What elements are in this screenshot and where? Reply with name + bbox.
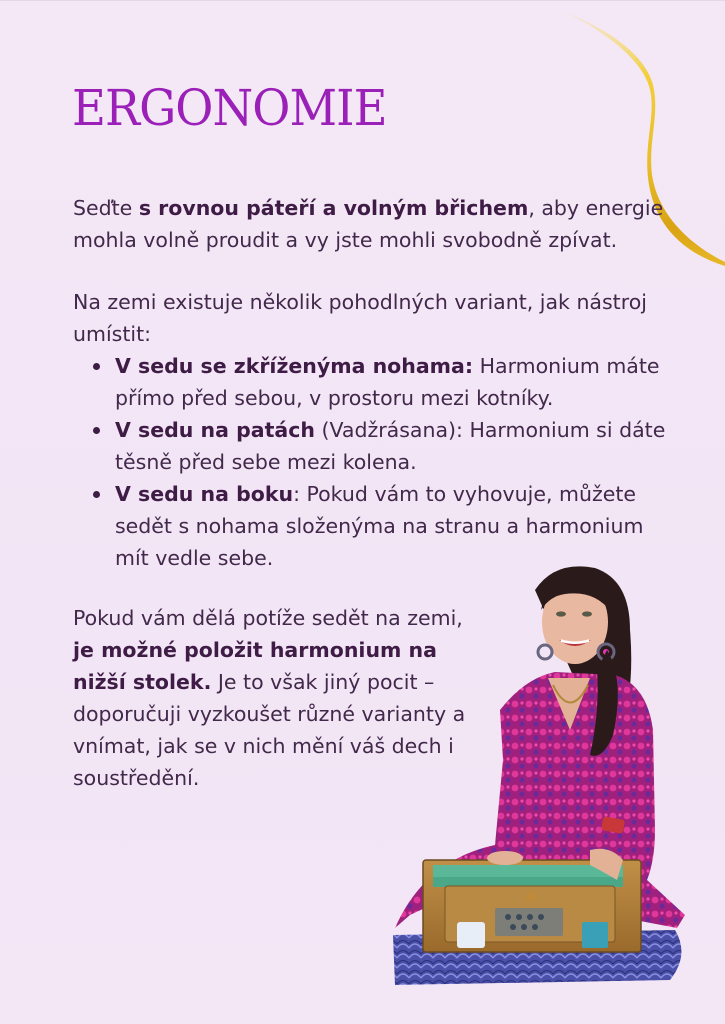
page-title: ERGONOMIE (72, 79, 387, 137)
list-item (73, 350, 673, 414)
closing-emphasis: je možné položit harmonium na nižší stolek. (73, 638, 437, 694)
variant-description: : Pokud vám to vyhovuje, můžete sedět s nohama složenýma na stranu a harmonium mít vedle sebe. (115, 482, 644, 570)
bullet-icon (93, 491, 100, 498)
woman-with-harmonium-photo (385, 560, 705, 1010)
variants-intro: Na zemi existuje několik pohodlných variant, jak nástroj umístit: (73, 290, 647, 346)
bullet-icon (93, 427, 100, 434)
variant-name: V sedu na patách (115, 418, 315, 442)
list-item (73, 414, 673, 478)
variant-description: (Vadžrásana): Harmonium si dáte těsně před sebe mezi kolena. (115, 418, 666, 474)
variant-description: Harmonium máte přímo před sebou, v prostoru mezi kotníky. (115, 354, 660, 410)
variant-name: V sedu na boku (115, 482, 294, 506)
intro-text: Seďte (73, 196, 139, 220)
closing-text: Pokud vám dělá potíže sedět na zemi, (73, 606, 463, 630)
closing-text-end: Je to však jiný pocit – doporučuji vyzkoušet různé varianty a vnímat, jak se v nich mění váš dech i soustředění. (73, 670, 466, 790)
bullet-icon (93, 363, 100, 370)
intro-emphasis: s rovnou páteří a volným břichem (138, 196, 529, 220)
variant-name: V sedu se zkříženýma nohama: (115, 354, 474, 378)
intro-text-end: , aby energie mohla volně proudit a vy jste mohli svobodně zpívat. (73, 196, 664, 252)
intro-paragraph (73, 192, 673, 256)
variants-list (73, 350, 673, 574)
svg-text:ॐ: ॐ (523, 890, 537, 906)
